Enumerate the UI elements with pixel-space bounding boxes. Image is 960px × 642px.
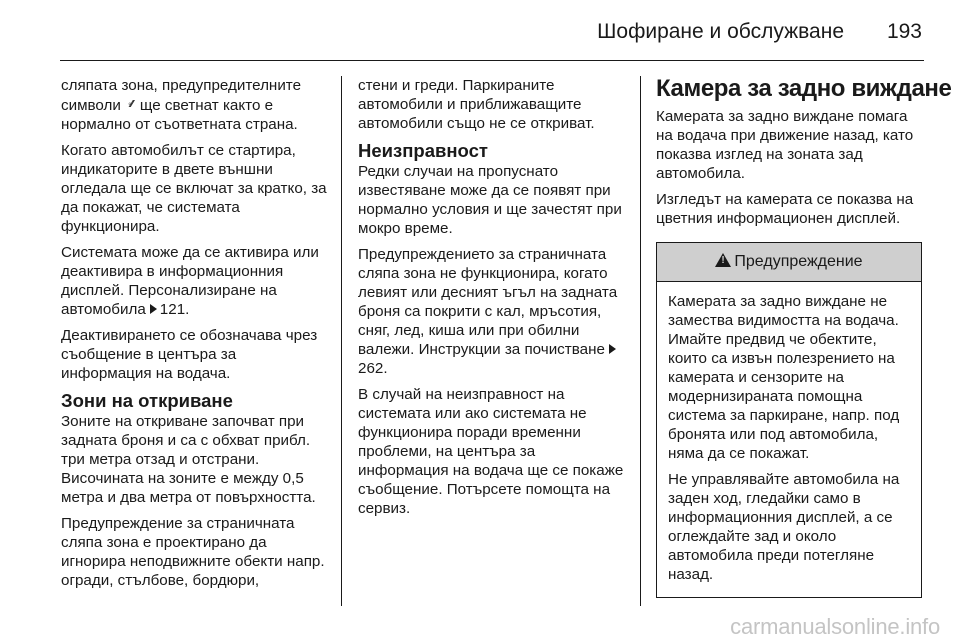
paragraph [358,245,626,378]
warning-header [657,243,921,282]
header-rule [60,60,924,61]
column-1 [61,76,329,597]
warning-box [656,242,922,598]
column-3 [656,75,952,598]
page-reference-arrow-icon [150,304,157,314]
paragraph: Деактивирането се обозначава чрез съобщение в центъра за информация на водача. [61,327,318,382]
section-heading-fault: Неизправност [358,140,488,161]
text: сляпата зона, предупредителните символи [61,77,302,114]
paragraph: Камерата за задно виждане не замества видимостта на водача. Имайте предвид че обектите, които са извън полезрението на камерата и сензорите на модернизираната помощна система за паркиране, напр. под бронята или под автомобила, няма да се покажат. [668,293,900,462]
paragraph: стени и греди. Паркираните автомобили и приближаващите автомобили също не се откриват. [358,77,595,132]
text: ще светнат както е нормално от съответната страна. [61,97,298,133]
page-reference-link[interactable]: 262. [358,360,388,377]
paragraph [61,243,329,319]
paragraph: Камерата за задно виждане помага на водача при движение назад, като показва изглед на зоната зад автомобила. [656,108,914,182]
page-reference-link[interactable]: 121. [159,301,190,318]
paragraph [61,76,329,134]
blind-spot-symbol-icon: ◦⁄⁄⁄ [128,99,133,110]
watermark: carmanualsonline.info [730,614,940,639]
page-header [0,0,960,62]
paragraph: Редки случаи на пропуснато известяване може да се появят при нормално условия и ще зачестят при мокро време. [358,163,622,237]
paragraph: Предупреждение за страничната сляпа зона е проектирано да игнорира неподвижните обекти напр. огради, стълбове, бордюри, [61,515,325,589]
paragraph: Когато автомобилът се стартира, индикаторите в двете външни огледала ще се включат за кратко, за да покажат, че системата функционира. [61,142,327,235]
paragraph: В случай на неизправност на системата или ако системата не функционира поради временни проблеми, на центъра за информация на водача ще се покаже съобщение. Потърсете помощта на сервиз. [358,386,624,517]
warning-triangle-icon [715,253,731,267]
text: Системата може да се активира или деактивира в информационния дисплей. Персонализиране на автомобила [61,244,319,318]
paragraph: Зоните на откриване започват при задната броня и са с обхват прибл. три метра отзад и отстрани. Височината на зоните е между 0,5 метра и два метра от повърхността. [61,413,316,506]
column-divider [341,76,342,606]
page-number: 193 [886,20,922,43]
page-title: Шофиране и обслужване [597,20,844,43]
column-2 [358,76,626,525]
paragraph: Не управлявайте автомобила на заден ход, гледайки само в информационния дисплей, а се оглеждайте зад и около автомобила преди потегляне назад. [668,471,900,583]
section-heading-camera: Камера за задно виждане [656,75,952,102]
paragraph: Изгледът на камерата се показва на цветния информационен дисплей. [656,191,914,227]
column-divider [640,76,641,606]
text: Предупреждението за страничната сляпа зона не функционира, когато левият или десният ъгъл на задната броня са покрити с кал, мръсотия, сняг, лед, киша или при обилни валежи. Инструкции за почистване [358,246,618,358]
warning-body [657,282,921,597]
warning-title: Предупреждение [734,253,863,270]
page-reference-arrow-icon [609,344,616,354]
section-heading-zones: Зони на откриване [61,390,233,411]
